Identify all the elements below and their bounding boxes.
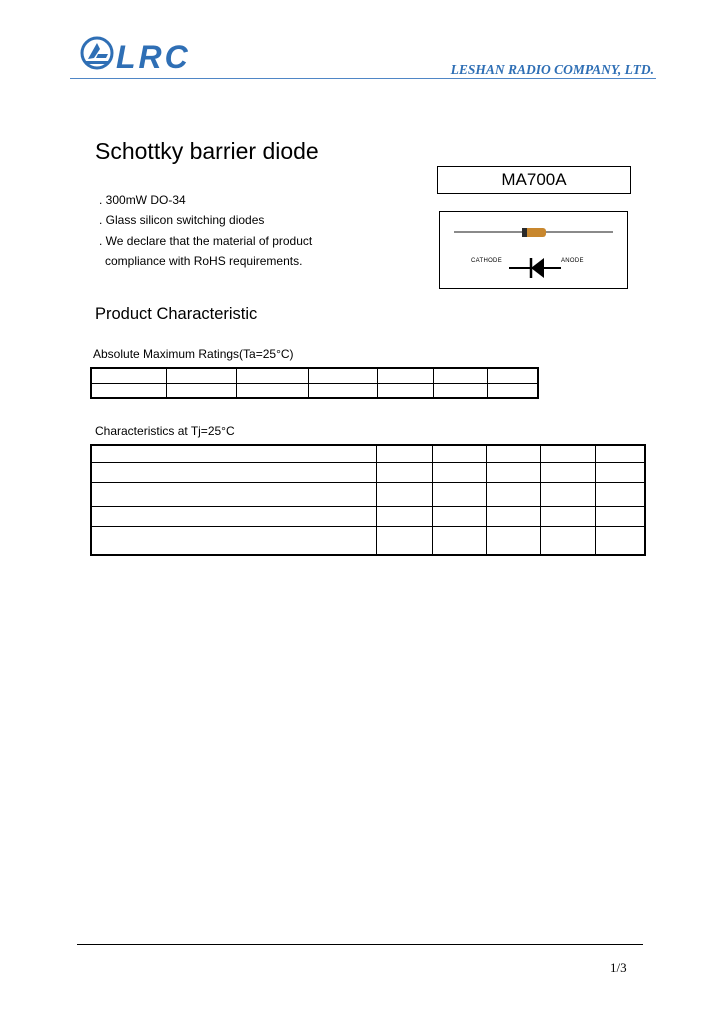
table-cell — [377, 383, 433, 398]
table-cell — [487, 368, 538, 383]
table-cell — [595, 506, 645, 526]
table-cell — [540, 482, 595, 506]
table-cell — [540, 526, 595, 555]
cathode-band — [522, 228, 527, 237]
absolute-ratings-table — [90, 367, 539, 399]
schematic-arrow-icon — [531, 258, 544, 278]
table-cell — [308, 383, 377, 398]
table-cell — [432, 526, 486, 555]
table-cell — [433, 368, 487, 383]
lrc-logo — [78, 34, 208, 74]
part-number: MA700A — [501, 170, 567, 189]
table-cell — [433, 383, 487, 398]
table-cell — [432, 462, 486, 482]
table-cell — [91, 482, 376, 506]
table-cell — [166, 383, 236, 398]
feature-power-package: . 300mW DO-34 — [99, 193, 186, 207]
table-cell — [236, 368, 308, 383]
table-cell — [486, 462, 540, 482]
table-cell — [376, 526, 432, 555]
page-number: 1/3 — [610, 960, 627, 975]
table-cell — [595, 462, 645, 482]
table-cell — [376, 482, 432, 506]
table-cell — [376, 462, 432, 482]
company-name: LESHAN RADIO COMPANY, LTD. — [450, 62, 654, 77]
table-cell — [595, 526, 645, 555]
cathode-label: CATHODE — [471, 258, 502, 264]
feature-material-declaration: . We declare that the material of product — [99, 234, 313, 248]
feature-glass-diode: . Glass silicon switching diodes — [99, 213, 265, 227]
svg-text:LRC: LRC — [116, 39, 191, 74]
table-cell — [540, 462, 595, 482]
table-cell — [91, 383, 166, 398]
table-row — [91, 383, 538, 398]
table-cell — [91, 445, 376, 462]
table-cell — [91, 368, 166, 383]
table-cell — [486, 482, 540, 506]
table-cell — [91, 526, 376, 555]
table-cell — [377, 368, 433, 383]
anode-label: ANODE — [561, 258, 584, 264]
footer-rule — [77, 944, 643, 945]
feature-rohs: compliance with RoHS requirements. — [105, 254, 303, 268]
table-row — [91, 368, 538, 383]
table-cell — [486, 506, 540, 526]
absolute-ratings-caption: Absolute Maximum Ratings(Ta=25°C) — [93, 347, 294, 361]
table-cell — [486, 526, 540, 555]
diode-figure — [439, 211, 628, 289]
table-cell — [540, 445, 595, 462]
table-cell — [166, 368, 236, 383]
table-row — [91, 526, 645, 555]
document-title: Schottky barrier diode — [95, 138, 319, 164]
product-characteristic-heading: Product Characteristic — [95, 305, 258, 323]
table-cell — [486, 445, 540, 462]
table-row — [91, 482, 645, 506]
table-row — [91, 445, 645, 462]
table-cell — [595, 445, 645, 462]
table-cell — [376, 445, 432, 462]
table-cell — [236, 383, 308, 398]
table-cell — [308, 368, 377, 383]
table-cell — [91, 462, 376, 482]
part-number-box — [437, 166, 631, 194]
characteristics-caption: Characteristics at Tj=25°C — [95, 424, 235, 438]
table-cell — [595, 482, 645, 506]
table-cell — [432, 506, 486, 526]
table-cell — [376, 506, 432, 526]
table-cell — [432, 482, 486, 506]
header-rule — [70, 78, 656, 79]
table-cell — [540, 506, 595, 526]
table-row — [91, 462, 645, 482]
characteristics-table — [90, 444, 646, 556]
table-cell — [487, 383, 538, 398]
table-cell — [432, 445, 486, 462]
table-row — [91, 506, 645, 526]
table-cell — [91, 506, 376, 526]
